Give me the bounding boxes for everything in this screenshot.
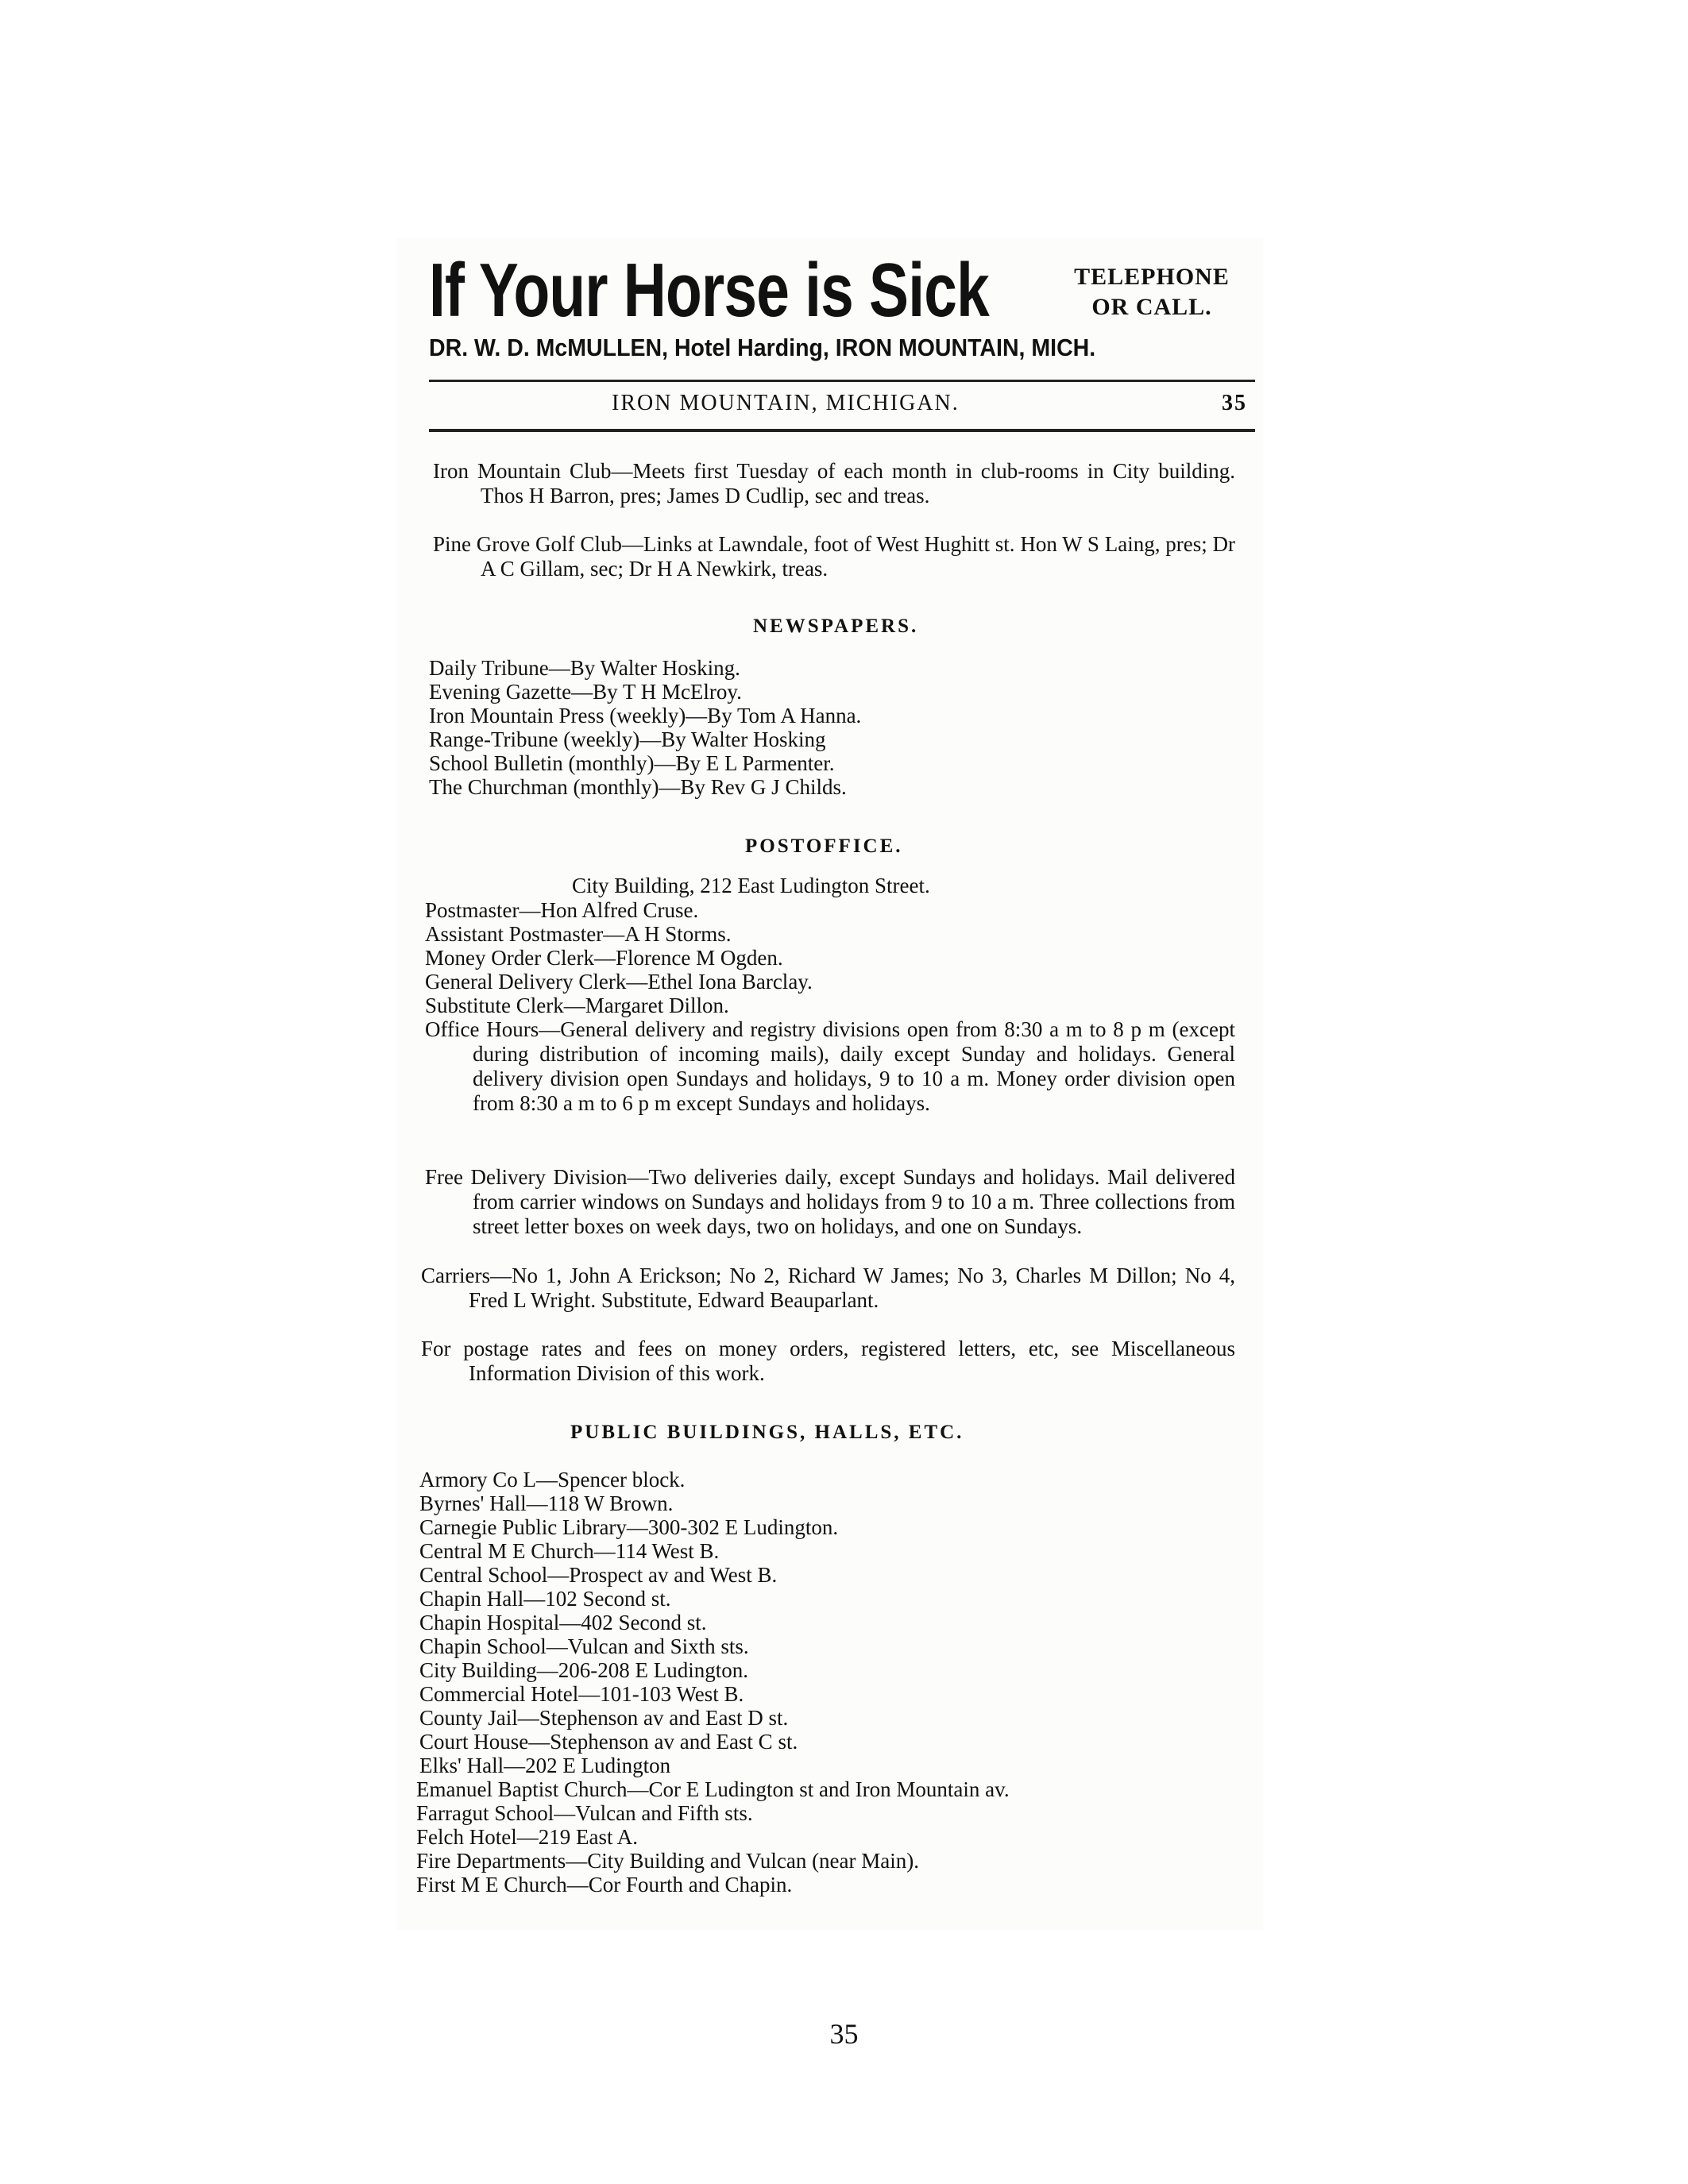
postoffice-postage-note: For postage rates and fees on money orders, registered letters, etc, see Miscellaneous Information Division of this work. <box>421 1337 1235 1385</box>
building-item: Central School—Prospect av and West B. <box>419 1563 778 1587</box>
rule-top <box>429 380 1255 382</box>
ad-subline: DR. W. D. McMULLEN, Hotel Harding, IRON MOUNTAIN, MICH. <box>429 334 1096 361</box>
postoffice-staff: General Delivery Clerk—Ethel Iona Barclay. <box>425 970 813 994</box>
building-item: Chapin Hall—102 Second st. <box>419 1587 671 1611</box>
building-item: Chapin School—Vulcan and Sixth sts. <box>419 1634 749 1658</box>
building-item: Byrnes' Hall—118 W Brown. <box>419 1491 674 1515</box>
newspaper-item: School Bulletin (monthly)—By E L Parmenter. <box>429 751 835 775</box>
newspaper-item: The Churchman (monthly)—By Rev G J Childs. <box>429 775 847 799</box>
building-item: Carnegie Public Library—300-302 E Ludington. <box>419 1515 839 1539</box>
ad-call-box <box>1049 262 1255 322</box>
newspaper-item: Iron Mountain Press (weekly)—By Tom A Hanna. <box>429 704 862 727</box>
building-item: First M E Church—Cor Fourth and Chapin. <box>416 1873 793 1897</box>
building-item: Farragut School—Vulcan and Fifth sts. <box>416 1801 753 1825</box>
building-item: Elks' Hall—202 E Ludington <box>419 1754 671 1777</box>
newspaper-item: Daily Tribune—By Walter Hosking. <box>429 656 740 680</box>
postoffice-carriers: Carriers—No 1, John A Erickson; No 2, Richard W James; No 3, Charles M Dillon; No 4, Fred L Wright. Substitute, Edward Beauparlant. <box>421 1264 1235 1312</box>
rule-bottom <box>429 429 1255 432</box>
postoffice-staff: Postmaster—Hon Alfred Cruse. <box>425 898 699 922</box>
building-item: Commercial Hotel—101-103 West B. <box>419 1682 744 1706</box>
building-item: Armory Co L—Spencer block. <box>419 1468 686 1491</box>
newspaper-item: Range-Tribune (weekly)—By Walter Hosking <box>429 727 826 751</box>
running-head <box>429 391 1255 423</box>
postoffice-heading: POSTOFFICE. <box>745 835 903 857</box>
running-head-page: 35 <box>1222 391 1247 415</box>
running-head-title: IRON MOUNTAIN, MICHIGAN. <box>612 391 960 415</box>
building-item: Fire Departments—City Building and Vulcan (near Main). <box>416 1849 919 1873</box>
ad-call-line-2: OR CALL. <box>1091 294 1212 320</box>
postoffice-address: City Building, 212 East Ludington Street. <box>572 874 930 897</box>
ad-call-line-1: TELEPHONE <box>1074 264 1230 290</box>
building-item: City Building—206-208 E Ludington. <box>419 1658 749 1682</box>
building-item: Court House—Stephenson av and East C st. <box>419 1730 798 1754</box>
postoffice-staff: Assistant Postmaster—A H Storms. <box>425 922 732 946</box>
building-item: Chapin Hospital—402 Second st. <box>419 1611 707 1634</box>
postoffice-free-delivery: Free Delivery Division—Two deliveries daily, except Sundays and holidays. Mail delivered from carrier windows on Sundays and holidays from 9 to 10 a m. Three collections from street letter boxes on week days, two on holidays, and one on Sundays. <box>425 1165 1235 1238</box>
building-item: Felch Hotel—219 East A. <box>416 1825 638 1849</box>
postoffice-office-hours: Office Hours—General delivery and registry divisions open from 8:30 a m to 8 p m (except during distribution of incoming mails), daily except Sunday and holidays. General delivery division open Sundays and holidays, 9 to 10 a m. Money order division open from 8:30 a m to 6 p m except Sundays and holidays. <box>425 1017 1235 1115</box>
public-buildings-heading: PUBLIC BUILDINGS, HALLS, ETC. <box>570 1422 964 1443</box>
building-item: Emanuel Baptist Church—Cor E Ludington st and Iron Mountain av. <box>416 1777 1010 1801</box>
ad-headline: If Your Horse is Sick <box>429 248 989 333</box>
building-item: County Jail—Stephenson av and East D st. <box>419 1706 789 1730</box>
postoffice-staff: Substitute Clerk—Margaret Dillon. <box>425 994 729 1017</box>
postoffice-staff: Money Order Clerk—Florence M Ogden. <box>425 946 783 970</box>
newspapers-heading: NEWSPAPERS. <box>753 615 919 637</box>
club-entry: Iron Mountain Club—Meets first Tuesday of each month in club-rooms in City building. Thos H Barron, pres; James D Cudlip, sec and treas. <box>433 459 1235 507</box>
newspaper-item: Evening Gazette—By T H McElroy. <box>429 680 742 704</box>
page-number: 35 <box>829 2018 859 2050</box>
building-item: Central M E Church—114 West B. <box>419 1539 720 1563</box>
club-entry: Pine Grove Golf Club—Links at Lawndale, foot of West Hughitt st. Hon W S Laing, pres; Dr A C Gillam, sec; Dr H A Newkirk, treas. <box>433 532 1235 581</box>
